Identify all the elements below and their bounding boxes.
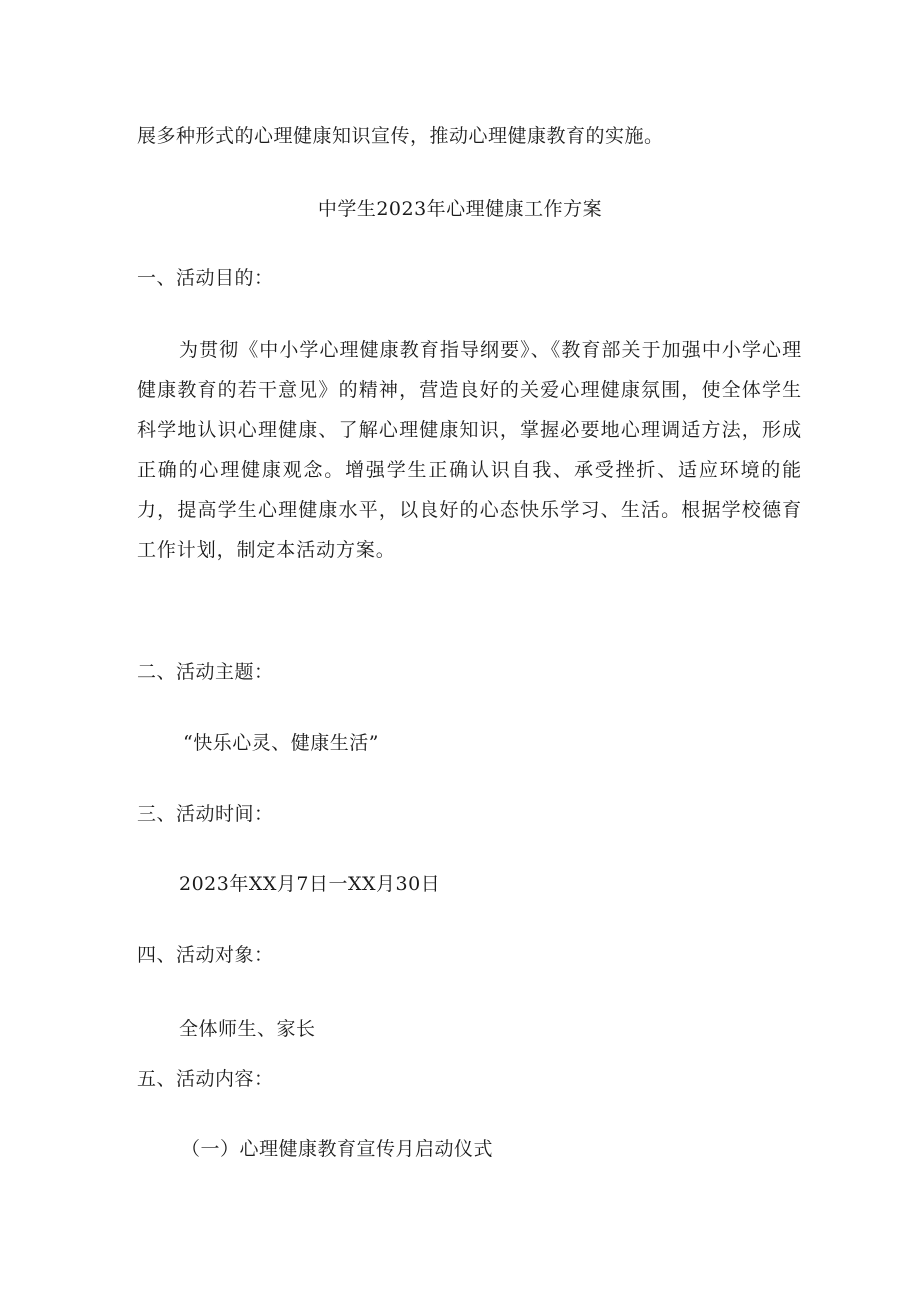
section-purpose-body: 为贯彻《中小学心理健康教育指导纲要》、《教育部关于加强中小学心理健康教育的若干意见》的精神，营造良好的关爱心理健康氛围，使全体学生科学地认识心理健康、了解心理健康知识，掌握必要地心理调适方法，形成正确的心理健康观念。增强学生正确认识自我、承受挫折、适应环境的能力，提高学生心理健康水平，以良好的心态快乐学习、生活。根据学校德育工作计划，制定本活动方案。	[137, 339, 802, 561]
section-audience-heading: 四、活动对象：	[137, 944, 274, 966]
continuation-text: 展多种形式的心理健康知识宣传，推动心理健康教育的实施。	[137, 125, 664, 147]
section-purpose-heading: 一、活动目的：	[137, 267, 274, 289]
section-time-heading: 三、活动时间：	[137, 803, 274, 825]
section-audience-body: 全体师生、家长	[179, 1018, 316, 1040]
section-theme-body: “快乐心灵、健康生活”	[183, 732, 379, 754]
section-time-body: 2023年XX月7日一XX月30日	[179, 873, 441, 895]
section-theme-heading: 二、活动主题：	[137, 661, 274, 683]
document-title: 中学生2023年心理健康工作方案	[317, 198, 603, 220]
section-content-heading: 五、活动内容：	[137, 1068, 274, 1090]
section-content-subheading: （一）心理健康教育宣传月启动仪式	[181, 1138, 494, 1160]
